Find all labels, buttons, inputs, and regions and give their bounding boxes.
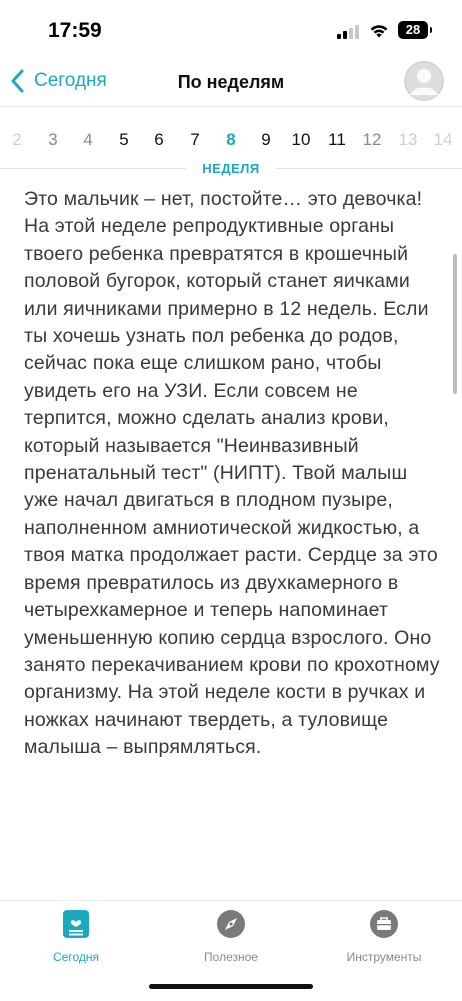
week-caption-label: НЕДЕЛЯ [202, 161, 260, 176]
week-caption [0, 160, 462, 178]
home-indicator [149, 984, 313, 989]
today-icon [61, 909, 91, 939]
week-item[interactable]: 7 [190, 130, 200, 149]
tab-tools[interactable] [309, 909, 459, 964]
tab-label: Сегодня [53, 950, 99, 964]
toolbox-icon [369, 909, 399, 939]
user-icon [404, 61, 444, 101]
week-item[interactable]: 4 [83, 130, 93, 149]
tab-label: Инструменты [346, 950, 422, 964]
status-time: 17:59 [48, 19, 102, 42]
wifi-icon [368, 21, 390, 39]
tab-label: Полезное [204, 950, 258, 964]
week-item[interactable]: 13 [398, 130, 418, 149]
avatar[interactable] [404, 61, 444, 101]
week-item[interactable]: 14 [433, 130, 453, 149]
week-selector [0, 122, 462, 162]
week-item[interactable]: 11 [328, 130, 346, 149]
week-item[interactable]: 6 [154, 130, 164, 149]
tab-today[interactable] [1, 909, 151, 964]
cellular-signal-icon [337, 24, 363, 39]
back-button-label: Сегодня [34, 70, 107, 91]
article-text: Это мальчик – нет, постойте… это девочка! На этой неделе репродуктивные органы твоего ребенка превратятся в крошечный половой бугорок, который станет яичками или яичниками примерно в 12 недель. Если ты хочешь узнать пол ребенка до родов, сейчас пока еще слишком рано, чтобы увидеть его на УЗИ. Если совсем не терпится, можно сделать анализ крови, который называется "Неинвазивный пренатальный тест" (НИПТ). Твой малыш уже начал двигаться в плодном пузыре, наполненном амниотической жидкостью, а твоя матка продолжает расти. Сердце за это время превратилось из двухкамерного в четырехкамерное и теперь напоминает уменьшенную копию сердца взрослого. Оно занято перекачиванием крови по крохотному организму. На этой неделе кости в ручках и ножках начинают твердеть, а туловище малыша – выпрямляться. [24, 188, 440, 759]
tab-useful[interactable] [156, 909, 306, 964]
week-item[interactable]: 10 [291, 130, 311, 149]
status-bar [0, 0, 462, 60]
week-item[interactable]: 9 [261, 130, 271, 149]
compass-icon [216, 909, 246, 939]
scrollbar[interactable] [453, 254, 457, 394]
week-item[interactable]: 12 [362, 130, 382, 149]
week-item[interactable]: 5 [119, 130, 129, 149]
week-item-selected[interactable]: 8 [226, 130, 236, 149]
divider [276, 168, 462, 169]
page-title: По неделям [177, 72, 285, 92]
navigation-bar [0, 60, 462, 107]
week-item[interactable]: 3 [48, 130, 58, 149]
battery-indicator: 28 [398, 21, 428, 39]
week-item[interactable]: 2 [12, 130, 22, 149]
